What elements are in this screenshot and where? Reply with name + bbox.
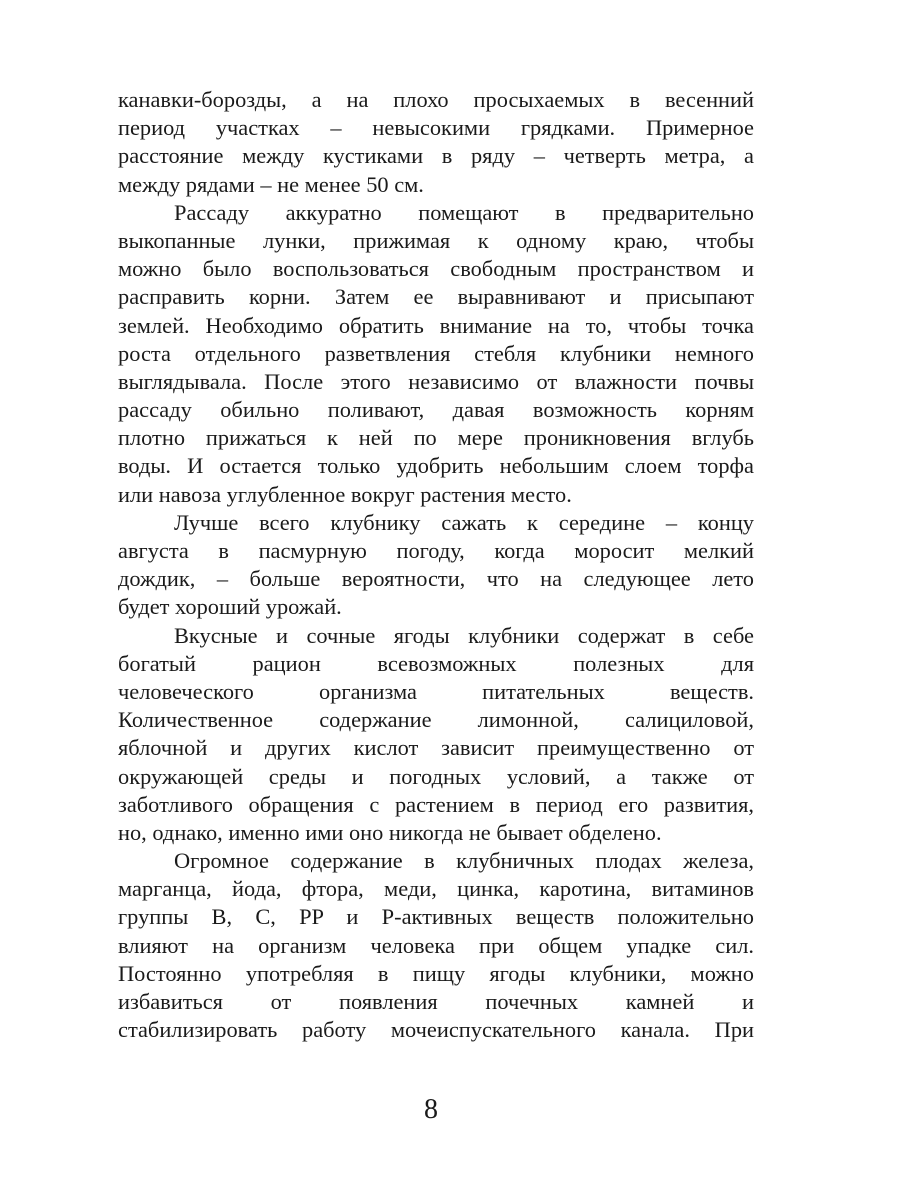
text-line: заботливого обращения с растением в период его развития, — [118, 791, 754, 817]
text-line: канавки-борозды, а на плохо просыхаемых в весенний — [118, 87, 754, 112]
text-line: между рядами – не менее 50 см. — [118, 171, 424, 197]
text-line: воды. И остается только удобрить небольшим слоем торфа — [118, 453, 754, 479]
text-line: можно было воспользоваться свободным пространством и — [118, 256, 754, 282]
text-line: рассаду обильно поливают, давая возможность корням — [118, 397, 754, 423]
paragraph-3 — [118, 509, 754, 622]
text-line: расправить корни. Затем ее выравнивают и присыпают — [118, 284, 754, 310]
paragraph-5 — [118, 847, 754, 1044]
text-line: будет хороший урожай. — [118, 594, 342, 620]
text-line: роста отдельного разветвления стебля клубники немного — [118, 340, 754, 366]
text-line: Количественное содержание лимонной, салициловой, — [118, 707, 754, 733]
text-line: окружающей среды и погодных условий, а также от — [118, 763, 754, 789]
body-text — [118, 86, 754, 1044]
text-line: дождик, – больше вероятности, что на следующее лето — [118, 566, 754, 592]
text-line: землей. Необходимо обратить внимание на то, чтобы точка — [118, 312, 754, 338]
text-line: Огромное содержание в клубничных плодах железа, — [174, 848, 754, 874]
text-line: расстояние между кустиками в ряду – четверть метра, а — [118, 143, 754, 169]
paragraph-4 — [118, 622, 754, 848]
text-line: марганца, йода, фтора, меди, цинка, каротина, витаминов — [118, 876, 754, 902]
text-line: период участках – невысокими грядками. Примерное — [118, 115, 754, 141]
page-number: 8 — [424, 1094, 438, 1125]
text-line: но, однако, именно ими оно никогда не бывает обделено. — [118, 819, 662, 845]
text-line: богатый рацион всевозможных полезных для — [118, 650, 754, 676]
text-line: стабилизировать работу мочеиспускательного канала. При — [118, 1017, 754, 1043]
text-line: группы B, C, PP и P-активных веществ положительно — [118, 904, 754, 930]
text-line: выкопанные лунки, прижимая к одному краю, чтобы — [118, 227, 754, 253]
text-line: яблочной и других кислот зависит преимущественно от — [118, 735, 754, 761]
text-line: Лучше всего клубнику сажать к середине – концу — [174, 509, 754, 535]
text-line: Рассаду аккуратно помещают в предварительно — [174, 199, 754, 225]
text-line: человеческого организма питательных веществ. — [118, 678, 754, 704]
text-line: влияют на организм человека при общем упадке сил. — [118, 932, 754, 958]
paragraph-2 — [118, 199, 754, 509]
text-line: Вкусные и сочные ягоды клубники содержат в себе — [174, 622, 754, 648]
text-line: Постоянно употребляя в пищу ягоды клубники, можно — [118, 960, 754, 986]
text-line: или навоза углубленное вокруг растения место. — [118, 481, 572, 507]
text-line: плотно прижаться к ней по мере проникновения вглубь — [118, 425, 754, 451]
text-line: выглядывала. После этого независимо от влажности почвы — [118, 368, 754, 394]
paragraph-1 — [118, 86, 754, 199]
text-line: избавиться от появления почечных камней и — [118, 989, 754, 1014]
text-line: августа в пасмурную погоду, когда моросит мелкий — [118, 538, 754, 563]
